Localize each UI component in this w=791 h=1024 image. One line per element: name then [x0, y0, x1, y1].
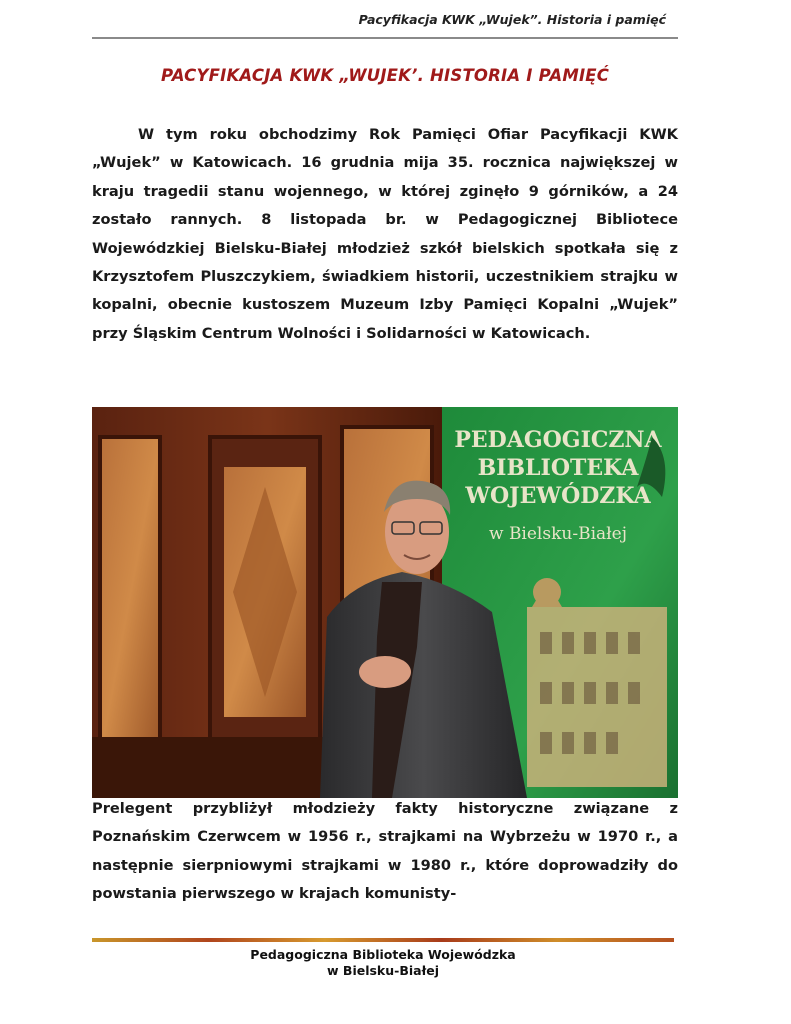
paragraph-intro-text: W tym roku obchodzimy Rok Pamięci Ofiar Pacyfikacji KWK „Wujek” w Katowicach. 16 grudnia mija 35. rocznica największej w kraju tragedii stanu wojennego, w której zginęło 9 górników, a 24 zostało rannych. 8 listopada br. w Pedagogicznej Bibliotece Wojewódzkiej Bielsku-Białej młodzież szkół bielskich spotkała się z Krzysztofem Pluszczykiem, świadkiem historii, uczestnikiem strajku w kopalni, obecnie kustoszem Muzeum Izby Pamięci Kopalni „Wujek” przy Śląskim Centrum Wolności i Solidarności w Katowicach. [92, 126, 678, 342]
paragraph-continued: Prelegent przybliżył młodzieży fakty historyczne związane z Poznańskim Czerwcem w 1956 r., strajkami na Wybrzeżu w 1970 r., a następnie sierpniowymi strajkami w 1980 r., które doprowadziły do powstania pierwszego w krajach komunisty- [92, 800, 678, 903]
footer-rule [92, 938, 674, 942]
article-title: PACYFIKACJA KWK „WUJEK’. HISTORIA I PAMIĘĆ [160, 66, 610, 85]
footer [92, 947, 674, 979]
footer-line-2: w Bielsku-Białej [327, 963, 439, 978]
banner-line-4: w Bielsku-Białej [488, 524, 628, 544]
banner-line-3: WOJEWÓDZKA [465, 483, 651, 509]
paragraph-intro [92, 121, 678, 348]
header-rule [92, 37, 678, 39]
banner-line-2: BIBLIOTEKA [477, 455, 639, 481]
event-photo [92, 407, 678, 798]
running-header: Pacyfikacja KWK „Wujek”. Historia i pamięć [358, 12, 666, 27]
footer-line-1: Pedagogiczna Biblioteka Wojewódzka [250, 947, 516, 962]
banner-line-1: PEDAGOGICZNA [454, 427, 662, 453]
